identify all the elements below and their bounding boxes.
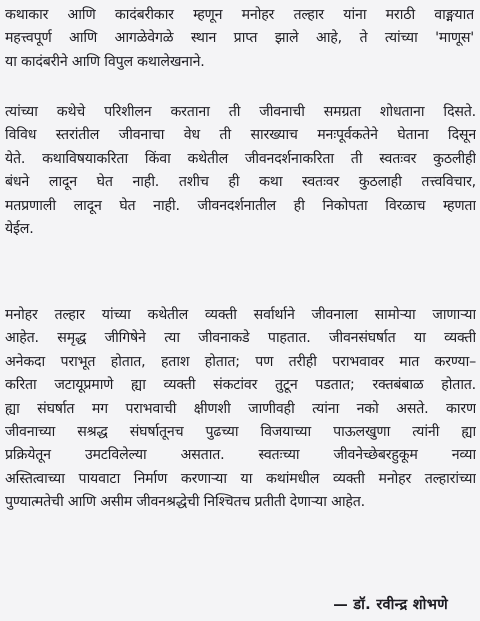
text-line: प्रक्रियेतून उमटविलेल्या असतात. स्वतःच्या जीवनेच्छेबरहुकूम नव्या — [5, 447, 476, 464]
text-line: त्यांच्या कथेचे परिशीलन करताना ती जीवनाची समग्रता शोधताना दिसते. — [5, 104, 476, 120]
text-line: येते. कथाविषयाकरिता किंवा कथेतील जीवनदर्शनाकरिता ती स्वतःवर कुठलीही — [5, 150, 476, 167]
text-line: ह्या संघर्षात मग पराभवाची क्षीणशी जाणीवही त्यांना नको असते. कारण — [5, 400, 476, 417]
paragraph-1 — [5, 4, 474, 74]
text-line: अस्तित्वाच्या पायवाटा निर्माण करणाऱ्या या कथांमधील व्यक्ती मनोहर तल्हारांच्या — [5, 470, 476, 487]
text-line: कथाकार आणि कादंबरीकार म्हणून मनोहर तल्हार यांना मराठी वाङ्मयात — [5, 7, 474, 23]
text-line: या कादंबरीने आणि विपुल कथालेखनाने. — [5, 53, 205, 70]
text-line: मतप्रणाली लादून घेत नाही. जीवनदर्शनातील ही निकोपता विरळाच म्हणता — [5, 197, 476, 214]
text-line: मनोहर तल्हार यांच्या कथेतील व्यक्ती सर्वार्थाने जीवनाला सामोऱ्या जाणाऱ्या — [5, 307, 476, 323]
text-line: अनेकदा पराभूत होतात, हताश होतात; पण तरीही पराभवावर मात करण्या– — [5, 353, 476, 370]
text-line: जीवनाच्या सश्रद्ध संघर्षातूनच पुढच्या विजयाच्या पाऊलखुणा त्यांनी ह्या — [5, 424, 476, 441]
paragraph-2 — [5, 101, 476, 241]
text-line: पुण्यात्मतेची आणि असीम जीवनश्रद्धेची निश्चितच प्रतीती देणाऱ्या आहेत. — [5, 494, 365, 511]
author-signature: — डॉ. रवीन्द्र शोभणे — [333, 597, 448, 613]
text-line: बंधने लादून घेत नाही. तशीच ही कथा स्वतःवर कुठलाही तत्त्वविचार, — [5, 174, 476, 191]
text-line: करिता जटायूप्रमाणे ह्या व्यक्ती संकटांवर तुटून पडतात; रक्तबंबाळ होतात. — [5, 377, 476, 394]
text-line: आहेत. समृद्ध जीगिषेने त्या जीवनाकडे पाहतात. जीवनसंघर्षात या व्यक्ती — [5, 330, 476, 347]
text-line: येईल. — [5, 221, 34, 238]
paragraph-3 — [5, 304, 476, 515]
text-line: विविध स्तरांतील जीवनाचा वेध ती सारख्याच मनःपूर्वकतेने घेताना दिसून — [5, 127, 476, 144]
text-line: महत्त्वपूर्ण आणि आगळेवेगळे स्थान प्राप्त झाले आहे, ते त्यांच्या 'माणूस' — [5, 30, 474, 47]
